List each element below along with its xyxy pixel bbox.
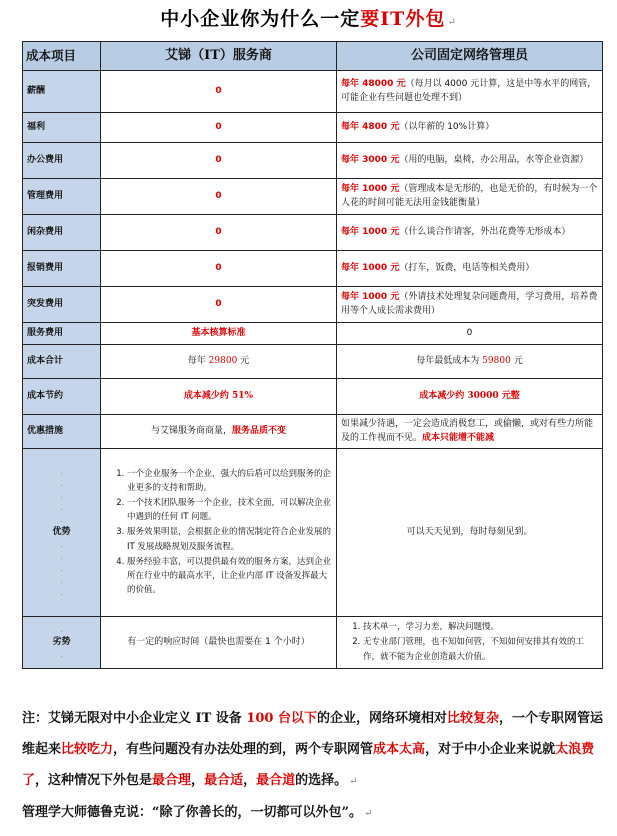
inhouse-detail: （打车，饭费，电话等相关费用）	[399, 262, 535, 273]
inhouse-detail: （以年薪的 10%计算）	[399, 121, 495, 132]
vendor-service-fee: 基本核算标准	[101, 323, 337, 345]
inhouse-detail: （管理成本是无形的，也是无价的，有时候为一个人花的时间可能无法用金钱能衡量）	[341, 183, 598, 208]
vendor-cost: 0	[101, 71, 337, 113]
list-item: 2. 一个技术团队服务一个企业，技术全面，可以解决企业中遇到的任何 IT 问题。	[127, 496, 332, 524]
offer-row	[23, 415, 603, 449]
table-row	[23, 251, 603, 287]
document-title	[0, 4, 617, 34]
list-item: 3. 服务效果明显，会根据企业的情况制定符合企业发展的 IT 发展战略规划及服务流程。	[127, 525, 332, 553]
inhouse-amount: 每年 48000 元	[341, 78, 406, 89]
vendor-offer	[101, 415, 337, 449]
inhouse-amount: 每年 1000 元	[341, 226, 400, 237]
row-label: 福利	[23, 113, 101, 143]
vendor-cost: 0	[101, 215, 337, 251]
row-label: 服务费用	[23, 323, 101, 345]
header-cost-item: 成本项目	[23, 42, 101, 71]
row-label: 突发费用	[23, 287, 101, 323]
inhouse-detail: （什么谈合作请客，外出花费等无形成本）	[399, 226, 571, 237]
header-inhouse: 公司固定网络管理员	[337, 42, 603, 71]
inhouse-detail: （外请技术处理复杂问题费用，学习费用，培养费用等个人成长需求费用）	[341, 291, 598, 316]
inhouse-amount: 每年 4800 元	[341, 121, 400, 132]
inhouse-cost	[337, 179, 603, 215]
inhouse-amount: 每年 1000 元	[341, 291, 400, 302]
vendor-cost: 0	[101, 179, 337, 215]
table-row	[23, 179, 603, 215]
service-fee-row	[23, 323, 603, 345]
table-row	[23, 287, 603, 323]
note-text: ，一个专职网管运维起来	[22, 711, 604, 757]
inhouse-offer-highlight: 成本只能增不能减	[422, 432, 495, 443]
paragraph-mark-icon: ↵	[363, 808, 373, 819]
vendor-saving: 成本减少约 51%	[101, 379, 337, 415]
note-highlight: 100 台以下	[246, 711, 318, 726]
title-part-2: 要IT外包	[360, 8, 446, 30]
table-row	[23, 215, 603, 251]
inhouse-cost	[337, 251, 603, 287]
inhouse-cost	[337, 113, 603, 143]
note-text: ，有些问题没有办法处理的到，两个专职网管	[113, 742, 374, 757]
inhouse-total-unit: 元	[513, 355, 523, 366]
row-label: 优惠措施	[23, 415, 101, 449]
disadvantages-row	[23, 617, 603, 669]
inhouse-detail: （用的电脑，桌椅，办公用品，水等企业资源）	[399, 154, 589, 165]
vendor-advantages	[101, 449, 337, 617]
drucker-quote: 管理学大师德鲁克说：“除了你善长的，一切都可以外包”。	[22, 805, 362, 820]
vendor-disadvantages: 有一定的响应时间（最快也需要在 1 个小时）	[101, 617, 337, 669]
row-label: 劣势	[52, 636, 71, 647]
note-text: ，对于中小企业来说就	[425, 742, 556, 757]
inhouse-amount: 每年 1000 元	[341, 262, 400, 273]
inhouse-advantages: 可以天天见到，每时每刻见到。	[337, 449, 603, 617]
paragraph-marks-icon: .	[60, 624, 63, 634]
inhouse-cost	[337, 71, 603, 113]
saving-row	[23, 379, 603, 415]
inhouse-disadvantages	[337, 617, 603, 669]
row-label: 闲杂费用	[23, 215, 101, 251]
paragraph-marks-icon: .	[60, 650, 63, 660]
inhouse-amount: 每年 3000 元	[341, 154, 400, 165]
table-row	[23, 113, 603, 143]
row-label: 优势	[52, 526, 71, 537]
disadvantages-label-cell	[23, 617, 101, 669]
table-header-row	[23, 42, 603, 71]
inhouse-amount: 每年 1000 元	[341, 183, 400, 194]
inhouse-offer-text: 如果减少待遇，一定会造成消极怠工，或偷懒，或对有些力所能及的工作视而不见。	[341, 418, 594, 443]
note-highlight: 比较复杂	[447, 711, 500, 726]
inhouse-total-prefix: 每年最低成本为	[416, 355, 480, 366]
row-label: 薪酬	[23, 71, 101, 113]
row-label: 办公费用	[23, 143, 101, 179]
note-highlight: 最合道	[256, 773, 296, 788]
advantages-label-cell	[23, 449, 101, 617]
note-text: 的选择。	[295, 773, 348, 788]
inhouse-total	[337, 345, 603, 379]
inhouse-service-fee: 0	[337, 323, 603, 345]
list-item: 2. 无专业部门管理，也不知如何管，不知如何安排其有效的工作，就不能为企业创造最大价值。	[363, 635, 598, 663]
vendor-offer-highlight: 服务品质不变	[232, 425, 287, 436]
note-highlight: 比较吃力	[61, 742, 114, 757]
note-text: 注：艾锑无限对中小企业定义 IT 设备	[22, 711, 247, 726]
list-item: 1. 技术单一，学习力差，解决问题慢。	[363, 620, 598, 634]
inhouse-cost	[337, 215, 603, 251]
row-label: 报销费用	[23, 251, 101, 287]
note-highlight: 太浪费了	[22, 742, 595, 788]
vendor-advantage-list	[105, 467, 332, 596]
paragraph-marks-icon: . . . . .	[60, 540, 63, 598]
row-label: 成本合计	[23, 345, 101, 379]
title-part-1: 中小企业你为什么一定	[160, 8, 361, 30]
note-highlight: 最合理	[152, 773, 192, 788]
list-item: 4. 服务经验丰富，可以提供最有效的服务方案，达到企业所在行业中的最高水平，让企业内部 IT 设备发挥最大的价值。	[127, 555, 332, 597]
vendor-cost: 0	[101, 143, 337, 179]
total-row	[23, 345, 603, 379]
inhouse-cost	[337, 287, 603, 323]
vendor-offer-text: 与艾锑服务商商量，	[150, 425, 232, 436]
table-row	[23, 143, 603, 179]
table-row	[23, 71, 603, 113]
inhouse-cost	[337, 143, 603, 179]
inhouse-total-number: 59800	[482, 355, 511, 366]
vendor-total	[101, 345, 337, 379]
vendor-total-prefix: 每年	[187, 355, 206, 366]
inhouse-disadvantage-list	[341, 620, 598, 663]
inhouse-saving: 成本减少约 30000 元整	[337, 379, 603, 415]
header-vendor: 艾锑（IT）服务商	[101, 42, 337, 71]
row-label: 管理费用	[23, 179, 101, 215]
row-label: 成本节约	[23, 379, 101, 415]
inhouse-offer	[337, 415, 603, 449]
paragraph-mark-icon: ↵	[447, 17, 457, 28]
note-text: ，	[191, 773, 205, 788]
paragraph-marks-icon: . . . . .	[60, 466, 63, 524]
note-highlight: 最合适	[204, 773, 244, 788]
footnote	[22, 703, 604, 829]
vendor-total-unit: 元	[240, 355, 250, 366]
note-text: ，这种情况下外包是	[35, 773, 153, 788]
inhouse-detail: （每月以 4000 元计算，这是中等水平的网管，可能企业有些问题也处理不到）	[341, 78, 597, 103]
note-text: ，	[243, 773, 257, 788]
note-text: 的企业，网络环境相对	[317, 711, 448, 726]
vendor-cost: 0	[101, 251, 337, 287]
vendor-total-number: 29800	[208, 355, 238, 366]
advantages-row	[23, 449, 603, 617]
cost-comparison-table	[22, 41, 603, 669]
vendor-cost: 0	[101, 113, 337, 143]
list-item: 1. 一个企业服务一个企业，强大的后盾可以给到服务的企业更多的支持和帮助。	[127, 467, 332, 495]
note-highlight: 成本太高	[373, 742, 426, 757]
paragraph-mark-icon: ↵	[349, 776, 358, 787]
vendor-cost: 0	[101, 287, 337, 323]
